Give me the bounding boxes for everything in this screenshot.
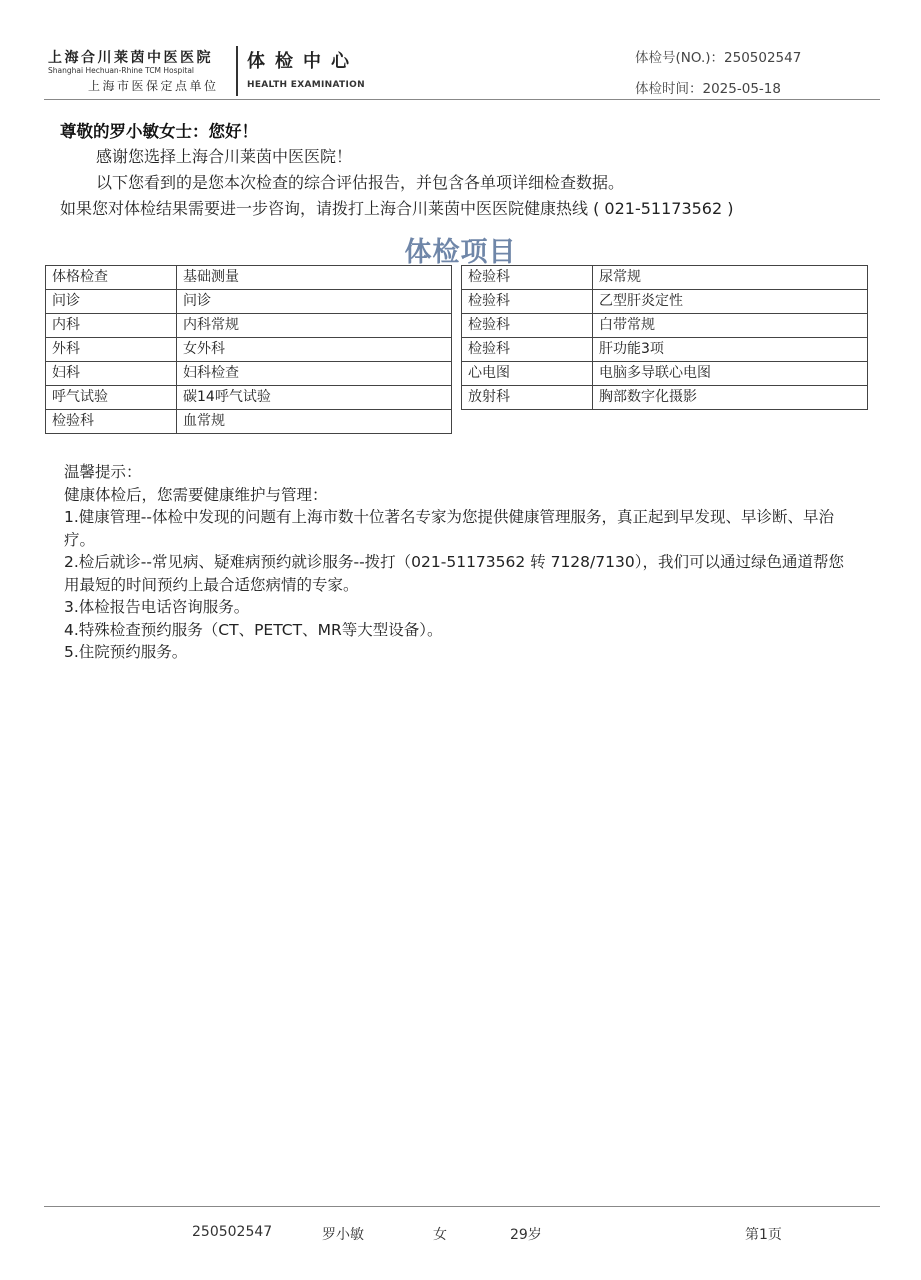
dept-cell: 问诊: [46, 290, 177, 314]
tip-item: 2.检后就诊--常见病、疑难病预约就诊服务--拨打（021-51173562 转 7128/7130），我们可以通过绿色通道帮您用最短的时间预约上最合适您病情的专家。: [64, 553, 844, 594]
item-cell: 尿常规: [593, 266, 868, 290]
dept-cell: 内科: [46, 314, 177, 338]
footer-exam-number: 250502547: [192, 1224, 273, 1240]
table-row: [462, 290, 868, 314]
item-cell: 女外科: [177, 338, 452, 362]
hospital-name-en: Shanghai Hechuan-Rhine TCM Hospital: [48, 66, 195, 75]
item-cell: 内科常规: [177, 314, 452, 338]
table-row: [46, 266, 452, 290]
exam-items-table-right: [461, 265, 868, 410]
item-cell: 肝功能3项: [593, 338, 868, 362]
dept-cell: 外科: [46, 338, 177, 362]
footer-patient-name: 罗小敏: [322, 1227, 364, 1243]
center-name-en: HEALTH EXAMINATION: [247, 80, 365, 90]
exam-date: [635, 77, 781, 97]
intro-line-3: 如果您对体检结果需要进一步咨询，请拨打上海合川莱茵中医医院健康热线 ( 021-51173562 ): [60, 199, 734, 218]
item-cell: 妇科检查: [177, 362, 452, 386]
table-row: [46, 338, 452, 362]
tips-lead: 健康体检后，您需要健康维护与管理：: [64, 485, 328, 504]
table-row: [462, 362, 868, 386]
items-section-title: 体检项目: [404, 237, 517, 268]
intro-line-1: 感谢您选择上海合川莱茵中医医院！: [96, 147, 353, 166]
table-row: [462, 266, 868, 290]
dept-cell: 检验科: [462, 314, 593, 338]
table-row: [46, 290, 452, 314]
table-row: [46, 362, 452, 386]
item-cell: 乙型肝炎定性: [593, 290, 868, 314]
dept-cell: 放射科: [462, 386, 593, 410]
table-row: [46, 410, 452, 434]
exam-items-table-left: [45, 265, 452, 434]
center-name-cn: 体检中心: [247, 51, 359, 72]
dept-cell: 检验科: [462, 338, 593, 362]
exam-number-label: 体检号(NO.)：: [635, 50, 725, 66]
hospital-name-cn: 上海合川莱茵中医医院: [48, 50, 213, 66]
dept-cell: 检验科: [46, 410, 177, 434]
item-cell: 血常规: [177, 410, 452, 434]
item-cell: 碳14呼气试验: [177, 386, 452, 410]
tip-item: 4.特殊检查预约服务（CT、PETCT、MR等大型设备）。: [64, 620, 443, 639]
footer-age: 29岁: [510, 1227, 542, 1243]
dept-cell: 体格检查: [46, 266, 177, 290]
tip-item: 5.住院预约服务。: [64, 643, 188, 661]
item-cell: 白带常规: [593, 314, 868, 338]
exam-number-value: 250502547: [724, 50, 802, 66]
exam-date-label: 体检时间：: [635, 81, 703, 97]
item-cell: 电脑多导联心电图: [593, 362, 868, 386]
salutation: 尊敬的罗小敏女士：您好！: [60, 122, 258, 141]
dept-cell: 检验科: [462, 290, 593, 314]
dept-cell: 呼气试验: [46, 386, 177, 410]
footer-page-number: 第1页: [745, 1227, 782, 1243]
table-row: [46, 386, 452, 410]
table-row: [46, 314, 452, 338]
tip-item: 1.健康管理--体检中发现的问题有上海市数十位著名专家为您提供健康管理服务，真正起到早发现、早诊断、早治疗。: [64, 508, 834, 549]
dept-cell: 妇科: [46, 362, 177, 386]
footer-gender: 女: [433, 1227, 447, 1243]
table-row: [462, 314, 868, 338]
item-cell: 基础测量: [177, 266, 452, 290]
exam-number: [635, 46, 801, 66]
dept-cell: 心电图: [462, 362, 593, 386]
footer-rule: [44, 1206, 880, 1207]
header-rule: [44, 99, 880, 100]
tips-block: [64, 461, 854, 664]
header-divider: [236, 46, 238, 96]
hospital-subtitle: 上海市医保定点单位: [88, 79, 219, 93]
item-cell: 胸部数字化摄影: [593, 386, 868, 410]
intro-line-2: 以下您看到的是您本次检查的综合评估报告，并包含各单项详细检查数据。: [96, 173, 625, 192]
table-row: [462, 338, 868, 362]
tip-item: 3.体检报告电话咨询服务。: [64, 598, 250, 616]
item-cell: 问诊: [177, 290, 452, 314]
tips-title: 温馨提示：: [64, 463, 142, 481]
table-row: [462, 386, 868, 410]
exam-date-value: 2025-05-18: [702, 81, 781, 97]
dept-cell: 检验科: [462, 266, 593, 290]
